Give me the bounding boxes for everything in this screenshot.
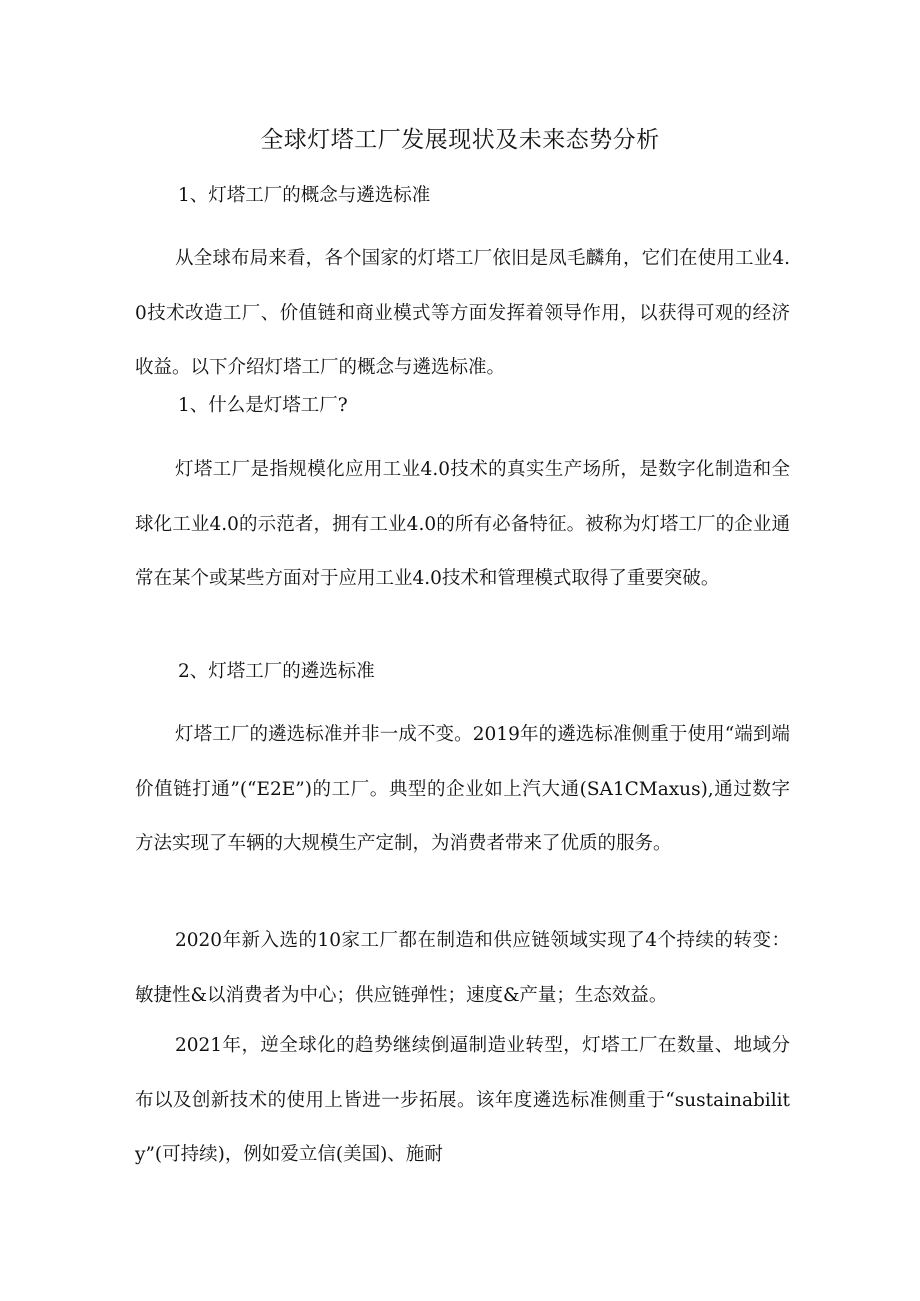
subheading-what-is-lighthouse: 1、什么是灯塔工厂?: [178, 395, 348, 416]
subheading-selection-criteria: 2、灯塔工厂的遴选标准: [178, 661, 375, 682]
paragraph-definition: 灯塔工厂是指规模化应用工业4.0技术的真实生产场所，是数字化制造和全球化工业4.0的示范者，拥有工业4.0的所有必备特征。被称为灯塔工厂的企业通常在某个或某些方面对于应用工业4.0技术和管理模式取得了重要突破。: [135, 459, 790, 589]
section-heading-concept: 1、灯塔工厂的概念与遴选标准: [178, 185, 431, 206]
document-title: 全球灯塔工厂发展现状及未来态势分析: [260, 127, 660, 153]
paragraph-selection-2019: 灯塔工厂的遴选标准并非一成不变。2019年的遴选标准侧重于使用“端到端价值链打通”(“E2E”)的工厂。典型的企业如上汽大通(SA1CMaxus),通过数字方法实现了车辆的大规模生产定制，为消费者带来了优质的服务。: [135, 724, 790, 854]
paragraph-selection-2021: 2021年，逆全球化的趋势继续倒逼制造业转型，灯塔工厂在数量、地域分布以及创新技术的使用上皆进一步拓展。该年度遴选标准侧重于“sustainability”(可持续)，例如爱立信(美国)、施耐: [135, 1035, 790, 1165]
paragraph-global-layout: 从全球布局来看，各个国家的灯塔工厂依旧是凤毛麟角，它们在使用工业4.0技术改造工厂、价值链和商业模式等方面发挥着领导作用，以获得可观的经济收益。以下介绍灯塔工厂的概念与遴选标准。: [135, 248, 790, 378]
paragraph-selection-2020: 2020年新入选的10家工厂都在制造和供应链领域实现了4个持续的转变：敏捷性&以消费者为中心；供应链弹性；速度&产量；生态效益。: [135, 930, 790, 1006]
